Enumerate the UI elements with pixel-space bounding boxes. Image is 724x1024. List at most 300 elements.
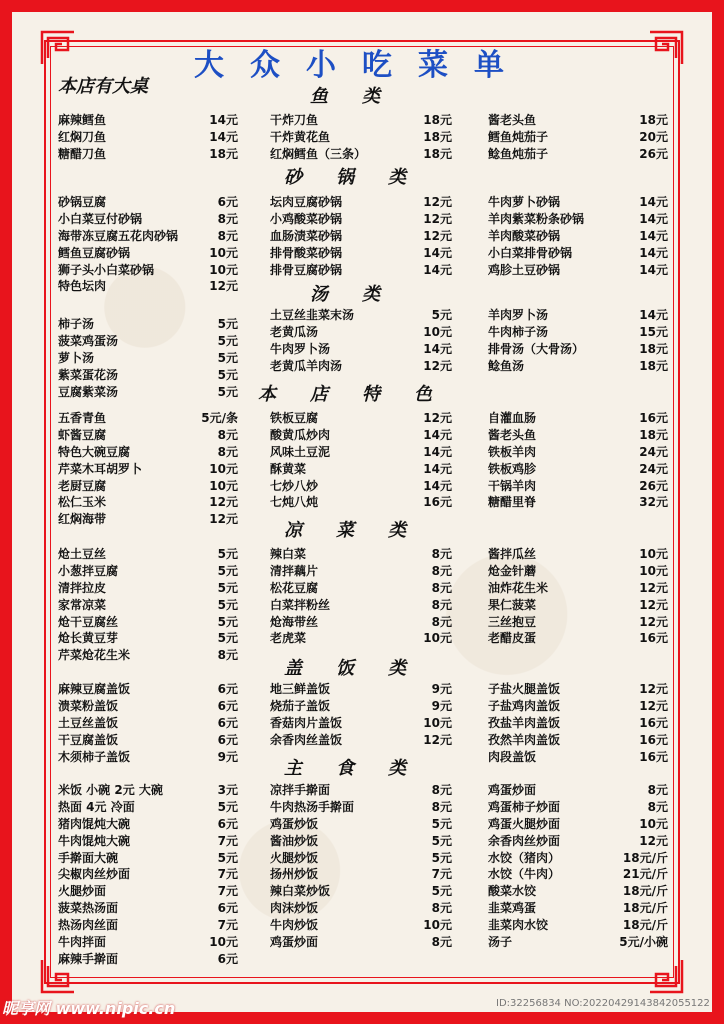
menu-column (270, 546, 452, 647)
menu-item (270, 146, 452, 163)
menu-item-price: 5元 (217, 850, 238, 865)
menu-item-price: 14元 (423, 444, 452, 459)
menu-item-name: 木须柿子盖饭 (58, 749, 131, 764)
menu-item-price: 10元 (209, 262, 238, 277)
menu-item-name: 家常凉菜 (58, 597, 107, 612)
menu-item-price: 10元 (639, 563, 668, 578)
menu-item (58, 410, 238, 427)
menu-item (58, 546, 238, 563)
section-heading: 主食类 (284, 758, 440, 779)
menu-item-price: 5元 (217, 799, 238, 814)
menu-item-name: 热汤肉丝面 (58, 918, 119, 933)
menu-item (488, 816, 668, 833)
menu-item-name: 小鸡酸菜砂锅 (270, 211, 343, 226)
menu-item-price: 18元/斤 (622, 850, 668, 865)
menu-item-name: 炝长黄豆芽 (58, 631, 119, 646)
menu-item-price: 26元 (639, 146, 668, 161)
menu-item-price: 5元/小碗 (619, 935, 668, 950)
menu-item-name: 七炖八炖 (270, 495, 319, 510)
menu-column (270, 112, 452, 163)
menu-item-name: 鲶鱼汤 (488, 358, 525, 373)
menu-item-name: 老黄瓜羊肉汤 (270, 358, 343, 373)
menu-item (58, 461, 238, 478)
menu-item-price: 10元 (639, 816, 668, 831)
menu-item (488, 563, 668, 580)
menu-item-name: 干炸刀鱼 (270, 113, 319, 127)
menu-item-price: 5元 (217, 614, 238, 629)
menu-column (270, 194, 452, 278)
menu-item-price: 18元/斤 (622, 918, 668, 933)
menu-item-name: 米饭 小碗 2元 大碗 (58, 783, 163, 797)
menu-item-price: 10元 (423, 324, 452, 339)
menu-item-name: 白菜拌粉丝 (270, 597, 331, 612)
menu-item-price: 18元 (639, 341, 668, 356)
menu-column (270, 410, 452, 511)
menu-item-name: 牛肉罗卜汤 (270, 341, 331, 356)
menu-item-price: 8元 (217, 427, 238, 442)
menu-item-price: 8元 (431, 563, 452, 578)
menu-item-name: 酱老头鱼 (488, 427, 537, 442)
menu-item (488, 478, 668, 495)
menu-item-price: 5元 (431, 833, 452, 848)
menu-column (270, 782, 452, 951)
menu-item (270, 112, 452, 129)
menu-item (58, 316, 238, 333)
menu-item-name: 芹菜木耳胡罗卜 (58, 461, 143, 476)
menu-item (270, 228, 452, 245)
menu-item (58, 580, 238, 597)
menu-item-price: 7元 (217, 918, 238, 933)
menu-item-name: 特色大碗豆腐 (58, 444, 131, 459)
menu-item-price: 6元 (217, 195, 238, 209)
menu-item-price: 8元 (431, 901, 452, 916)
menu-item-price: 5元 (217, 384, 238, 399)
menu-item (270, 494, 452, 511)
menu-item-name: 果仁菠菜 (488, 597, 537, 612)
menu-column (58, 410, 238, 528)
menu-item-price: 12元 (209, 279, 238, 294)
menu-item-price: 18元 (209, 146, 238, 161)
menu-item (488, 597, 668, 614)
menu-item-price: 16元 (639, 732, 668, 747)
menu-item-name: 牛肉拌面 (58, 935, 107, 950)
menu-item-name: 鸡蛋柿子炒面 (488, 799, 561, 814)
menu-item-price: 10元 (639, 547, 668, 561)
menu-item (488, 194, 668, 211)
menu-column (58, 681, 238, 765)
menu-item-price: 21元/斤 (622, 867, 668, 882)
menu-item (488, 630, 668, 647)
menu-item-name: 子盐鸡肉盖饭 (488, 698, 561, 713)
menu-item (58, 597, 238, 614)
menu-item-name: 肉沫炒饭 (270, 901, 319, 916)
menu-item (488, 494, 668, 511)
corner-ornament-icon (646, 956, 686, 996)
menu-item-name: 尖椒肉丝炒面 (58, 867, 131, 882)
menu-item-price: 6元 (217, 682, 238, 696)
menu-item-name: 干锅羊肉 (488, 478, 537, 493)
menu-item-price: 12元 (639, 833, 668, 848)
menu-item-name: 烧茄子盖饭 (270, 698, 331, 713)
menu-item (270, 358, 452, 375)
menu-item-price: 10元 (209, 245, 238, 260)
menu-item (58, 478, 238, 495)
menu-item-price: 9元 (431, 698, 452, 713)
menu-item-price: 12元 (209, 512, 238, 527)
menu-item-name: 铁板豆腐 (270, 411, 319, 425)
menu-item-name: 五香青鱼 (58, 411, 107, 425)
menu-item-name: 火腿炒面 (58, 884, 107, 899)
menu-item-name: 水饺（牛肉） (488, 867, 561, 882)
menu-item-price: 14元 (423, 478, 452, 493)
menu-item-name: 香菇肉片盖饭 (270, 715, 343, 730)
menu-item-name: 猪肉馄炖大碗 (58, 816, 131, 831)
menu-item (58, 850, 238, 867)
menu-item-name: 虾酱豆腐 (58, 427, 107, 442)
menu-item (270, 900, 452, 917)
menu-item-name: 牛肉炒饭 (270, 918, 319, 933)
section-heading: 汤类 (310, 284, 414, 305)
menu-item (488, 833, 668, 850)
menu-item-name: 老黄瓜汤 (270, 324, 319, 339)
menu-item (270, 782, 452, 799)
menu-item-price: 14元 (209, 129, 238, 144)
menu-item (58, 782, 238, 799)
menu-item-name: 韭菜鸡蛋 (488, 901, 537, 916)
menu-item-name: 小白菜豆付砂锅 (58, 211, 143, 226)
menu-item-price: 8元 (647, 783, 668, 797)
menu-item-price: 10元 (209, 935, 238, 950)
menu-item-name: 油炸花生米 (488, 580, 549, 595)
menu-item (488, 444, 668, 461)
menu-item-name: 牛肉馄炖大碗 (58, 833, 131, 848)
menu-item-name: 炝干豆腐丝 (58, 614, 119, 629)
menu-item-name: 坛肉豆腐砂锅 (270, 195, 343, 209)
menu-item-name: 余香肉丝炒面 (488, 833, 561, 848)
menu-item (270, 850, 452, 867)
menu-item-name: 菠菜热汤面 (58, 901, 119, 916)
menu-item (488, 228, 668, 245)
menu-item (58, 444, 238, 461)
menu-item-name: 七炒八炒 (270, 478, 319, 493)
menu-item-name: 鸡蛋炒饭 (270, 816, 319, 831)
menu-item (488, 883, 668, 900)
menu-item-price: 6元 (217, 901, 238, 916)
menu-column (488, 546, 668, 647)
menu-item-price: 12元 (639, 580, 668, 595)
menu-item-name: 老醋皮蛋 (488, 631, 537, 646)
menu-item-name: 土豆丝盖饭 (58, 715, 119, 730)
menu-item (58, 698, 238, 715)
menu-item-price: 12元 (423, 228, 452, 243)
menu-item (488, 211, 668, 228)
menu-item-name: 排骨豆腐砂锅 (270, 262, 343, 277)
side-note: 本店有大桌 (58, 76, 148, 97)
menu-item (270, 194, 452, 211)
menu-item-price: 18元 (639, 358, 668, 373)
menu-item (58, 866, 238, 883)
menu-item (58, 146, 238, 163)
menu-item-name: 红焖鳕鱼（三条） (270, 146, 367, 161)
menu-item (58, 833, 238, 850)
menu-item-name: 豆腐紫菜汤 (58, 384, 119, 399)
menu-item-name: 特色坛肉 (58, 279, 107, 294)
menu-item-price: 7元 (217, 833, 238, 848)
menu-item-price: 12元 (423, 195, 452, 209)
menu-item-name: 菠菜鸡蛋汤 (58, 333, 119, 348)
menu-item (270, 129, 452, 146)
watermark-site: 昵享网 www.nipic.cn (2, 999, 176, 1018)
menu-column (270, 681, 452, 749)
watermark-id: ID:32256834 NO:20220429143842055122 (496, 998, 710, 1009)
menu-item-name: 鳕鱼炖茄子 (488, 129, 549, 144)
menu-item-name: 酸菜水饺 (488, 884, 537, 899)
menu-item-name: 老厨豆腐 (58, 478, 107, 493)
menu-item (58, 494, 238, 511)
menu-item-price: 5元 (217, 631, 238, 646)
menu-item-price: 5元 (217, 367, 238, 382)
menu-item-price: 14元 (423, 245, 452, 260)
menu-item-name: 孜然羊肉盖饭 (488, 732, 561, 747)
menu-item (270, 307, 452, 324)
menu-item-name: 排骨酸菜砂锅 (270, 245, 343, 260)
menu-column (488, 307, 668, 375)
menu-item-name: 鳕鱼豆腐砂锅 (58, 245, 131, 260)
section-heading: 砂锅类 (284, 167, 440, 188)
menu-item (488, 546, 668, 563)
menu-item-price: 24元 (639, 444, 668, 459)
menu-item-price: 10元 (209, 461, 238, 476)
menu-item (270, 563, 452, 580)
menu-item-name: 牛肉萝卜砂锅 (488, 195, 561, 209)
menu-item-name: 糖醋刀鱼 (58, 146, 107, 161)
menu-item-name: 炝海带丝 (270, 614, 319, 629)
menu-item (270, 866, 452, 883)
menu-item-name: 老虎菜 (270, 631, 307, 646)
menu-item (270, 883, 452, 900)
menu-item-name: 炝金针蘑 (488, 563, 537, 578)
menu-item-price: 5元 (217, 350, 238, 365)
menu-item-price: 6元 (217, 715, 238, 730)
menu-item-price: 14元 (639, 211, 668, 226)
menu-item-price: 5元 (217, 580, 238, 595)
menu-item-price: 32元 (639, 495, 668, 510)
menu-item-price: 8元 (431, 597, 452, 612)
menu-item-name: 自灌血肠 (488, 411, 537, 425)
menu-item (488, 427, 668, 444)
menu-item (488, 341, 668, 358)
menu-item (58, 211, 238, 228)
menu-column (58, 546, 238, 664)
menu-item-price: 14元 (639, 262, 668, 277)
menu-item-price: 8元 (431, 935, 452, 950)
menu-item (270, 427, 452, 444)
section-heading: 鱼类 (310, 86, 414, 107)
menu-item (488, 782, 668, 799)
menu-column (488, 782, 668, 951)
menu-item-name: 铁板羊肉 (488, 444, 537, 459)
menu-item-price: 7元 (431, 867, 452, 882)
menu-item-name: 地三鲜盖饭 (270, 682, 331, 696)
menu-item (488, 580, 668, 597)
menu-item-name: 酱拌瓜丝 (488, 547, 537, 561)
menu-item-name: 羊肉紫菜粉条砂锅 (488, 211, 585, 226)
menu-item (488, 850, 668, 867)
menu-item (270, 917, 452, 934)
menu-item-name: 红焖海带 (58, 512, 107, 527)
menu-column (488, 112, 668, 163)
menu-item-name: 溃菜粉盖饭 (58, 698, 119, 713)
menu-item (270, 341, 452, 358)
menu-item-name: 炝土豆丝 (58, 547, 107, 561)
menu-item-price: 20元 (639, 129, 668, 144)
section-heading: 凉菜类 (284, 520, 440, 541)
menu-item-price: 14元 (423, 427, 452, 442)
menu-item-name: 铁板鸡胗 (488, 461, 537, 476)
menu-item (58, 427, 238, 444)
menu-item-price: 5元 (217, 547, 238, 561)
menu-item-price: 12元 (639, 597, 668, 612)
menu-item (58, 112, 238, 129)
menu-item-price: 8元 (431, 547, 452, 561)
menu-item-price: 10元 (423, 715, 452, 730)
menu-item-price: 18元 (639, 427, 668, 442)
menu-item-price: 14元 (423, 262, 452, 277)
menu-item-price: 5元 (217, 597, 238, 612)
menu-title: 大众小吃菜单 (194, 48, 530, 83)
menu-item-name: 麻辣鳕鱼 (58, 113, 107, 127)
menu-item-name: 子盐火腿盖饭 (488, 682, 561, 696)
menu-item-name: 土豆丝韭菜末汤 (270, 308, 355, 322)
menu-item-price: 14元 (639, 245, 668, 260)
menu-item-name: 鸡蛋炒面 (270, 935, 319, 950)
menu-item (488, 799, 668, 816)
menu-item (270, 444, 452, 461)
menu-item (488, 900, 668, 917)
menu-item (488, 245, 668, 262)
menu-item-price: 18元 (423, 129, 452, 144)
menu-item-name: 凉拌手擀面 (270, 783, 331, 797)
menu-item-name: 松花豆腐 (270, 580, 319, 595)
menu-item (270, 461, 452, 478)
menu-item (488, 112, 668, 129)
menu-item (58, 194, 238, 211)
menu-item-price: 3元 (217, 783, 238, 797)
menu-column (58, 782, 238, 968)
menu-item-price: 14元 (639, 228, 668, 243)
menu-item (270, 681, 452, 698)
menu-item-name: 清拌拉皮 (58, 580, 107, 595)
menu-item-name: 汤子 (488, 935, 513, 950)
menu-column (488, 194, 668, 278)
menu-item (270, 614, 452, 631)
menu-item-name: 排骨汤（大骨汤） (488, 341, 585, 356)
menu-item (270, 816, 452, 833)
menu-item-name: 孜盐羊肉盖饭 (488, 715, 561, 730)
menu-item-price: 18元/斤 (622, 884, 668, 899)
menu-item-name: 酥黄菜 (270, 461, 307, 476)
menu-item (488, 681, 668, 698)
menu-item-name: 手擀面大碗 (58, 850, 119, 865)
menu-item-price: 5元 (431, 884, 452, 899)
menu-item-price: 5元 (431, 816, 452, 831)
menu-item-name: 酸黄瓜炒肉 (270, 427, 331, 442)
menu-item-price: 6元 (217, 951, 238, 966)
menu-item-name: 扬州炒饭 (270, 867, 319, 882)
menu-item-price: 5元 (431, 308, 452, 322)
menu-item-price: 6元 (217, 698, 238, 713)
menu-item (488, 732, 668, 749)
menu-item (58, 262, 238, 279)
menu-item (270, 324, 452, 341)
menu-item-price: 18元 (423, 113, 452, 127)
menu-item-price: 10元 (423, 631, 452, 646)
menu-item (58, 951, 238, 968)
menu-item-name: 羊肉罗卜汤 (488, 308, 549, 322)
menu-item (270, 580, 452, 597)
menu-column (488, 681, 668, 765)
menu-item (270, 630, 452, 647)
menu-item (270, 698, 452, 715)
menu-item-price: 18元/斤 (622, 901, 668, 916)
menu-item-name: 风味土豆泥 (270, 444, 331, 459)
menu-item-price: 9元 (217, 749, 238, 764)
menu-item-price: 8元 (217, 648, 238, 663)
menu-item-name: 牛肉热汤手擀面 (270, 799, 355, 814)
menu-item-price: 14元 (639, 308, 668, 322)
menu-item-price: 7元 (217, 884, 238, 899)
menu-item-name: 紫菜蛋花汤 (58, 367, 119, 382)
menu-item-name: 干炸黄花鱼 (270, 129, 331, 144)
menu-item-price: 12元 (423, 411, 452, 425)
menu-column (270, 307, 452, 375)
menu-item-price: 15元 (639, 324, 668, 339)
menu-item-price: 12元 (639, 614, 668, 629)
menu-item (488, 262, 668, 279)
menu-item (488, 129, 668, 146)
menu-item (488, 324, 668, 341)
menu-item (58, 614, 238, 631)
menu-item-price: 12元 (209, 495, 238, 510)
menu-item-name: 三丝抱豆 (488, 614, 537, 629)
menu-item (270, 934, 452, 951)
menu-item-price: 5元 (217, 333, 238, 348)
menu-item (270, 732, 452, 749)
menu-item (58, 934, 238, 951)
menu-item-name: 芹菜炝花生米 (58, 648, 131, 663)
menu-item-price: 14元 (423, 341, 452, 356)
menu-item-price: 8元 (647, 799, 668, 814)
menu-item-price: 16元 (423, 495, 452, 510)
menu-item-price: 8元 (431, 783, 452, 797)
menu-item (58, 681, 238, 698)
menu-item (270, 478, 452, 495)
menu-item (58, 917, 238, 934)
menu-item-price: 14元 (209, 113, 238, 127)
menu-item-name: 麻辣手擀面 (58, 951, 119, 966)
menu-item-name: 羊肉酸菜砂锅 (488, 228, 561, 243)
menu-item-name: 水饺（猪肉） (488, 850, 561, 865)
menu-item (270, 546, 452, 563)
menu-item (58, 799, 238, 816)
menu-item (270, 262, 452, 279)
menu-item (488, 866, 668, 883)
menu-item-price: 6元 (217, 732, 238, 747)
menu-item-price: 8元 (431, 799, 452, 814)
menu-item-price: 9元 (431, 682, 452, 696)
menu-item-name: 辣白菜 (270, 547, 307, 561)
menu-item-name: 肉段盖饭 (488, 749, 537, 764)
